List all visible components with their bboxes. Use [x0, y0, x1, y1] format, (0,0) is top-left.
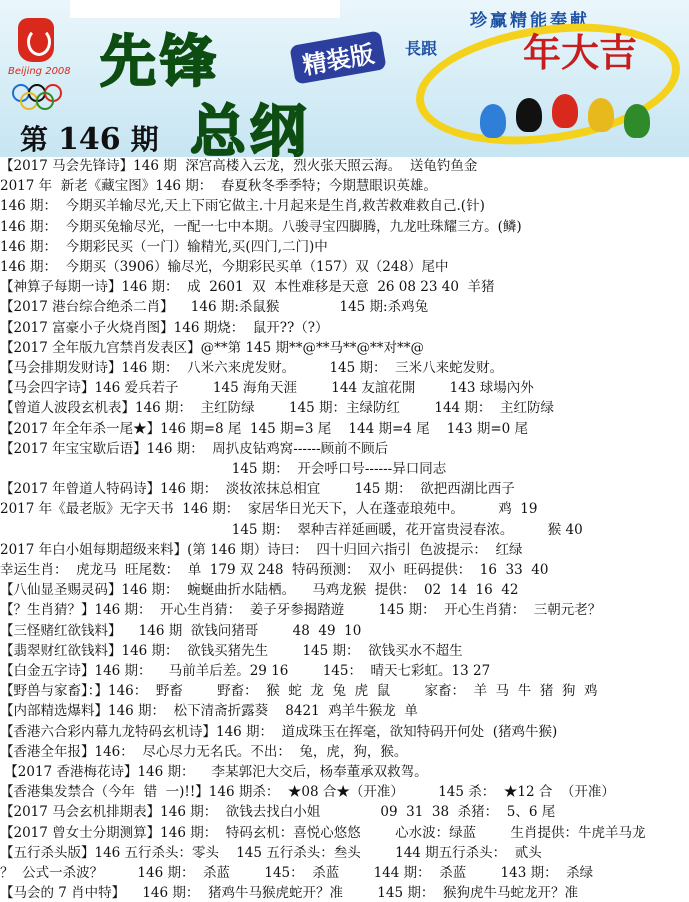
text-line: 【2017 全年版九宫禁肖发表区】@**第 145 期**@**马**@**对**@ [0, 339, 424, 356]
text-line: 【香港集发禁合（今年 错 一)!!】146 期杀： ★08 合★（开准） 145 杀： ★12 合 （开准） [0, 784, 615, 801]
text-line: 【2017 曾女士分期测算】146 期： 特码玄机：喜悦心悠悠 心水波：绿蓝 生肖提供：牛虎羊马龙 [0, 824, 646, 841]
issue-suffix: 期 [130, 123, 159, 156]
text-line: 2017 年白小姐每期超级来料】(第 146 期）诗曰： 四十归回六指引 色波提示： 红绿 [0, 541, 523, 558]
text-line: 【神算子每期一诗】146 期： 成 2601 双 本性难移是天意 26 08 23 40 羊猪 [0, 279, 495, 296]
text-line: 146 期： 今期买兔输尽光，一配一七中本期。八骏寻宝四脚腾，九龙吐珠耀三方。(鳞) [0, 218, 522, 235]
text-line: 【？生肖猜？】146 期： 开心生肖猜： 姜子牙参揭踏遊 145 期： 开心生肖猜： 三朝元老？ [0, 602, 602, 619]
text-line: 146 期： 今期买（3906）输尽光，今期彩民买单（157）双（248）尾中 [0, 259, 449, 275]
mascot-icon [588, 98, 614, 132]
text-line: 【2017 马会玄机排期表】146 期： 欲钱去找白小姐 09 31 38 杀猪： 5、6 尾 [0, 804, 556, 821]
olympic-logo [8, 14, 70, 114]
text-line: 【2017 年宝宝歇后语】146 期： 周扒皮钻鸡窝------顾前不顾后 [0, 440, 389, 457]
text-line: 【2017 富豪小子火烧肖图】146 期烧： 鼠开??（?） [0, 319, 329, 336]
issue-number: 146 [58, 122, 121, 157]
text-line: 【2017 香港梅花诗】146 期： 李某郭汜大交后，杨奉董承双救驾。 [0, 764, 428, 780]
text-line: 幸运生肖： 虎龙马 旺尾数： 单 179 双 248 特码预测： 双小 旺码提供： 16 33 40 [0, 562, 549, 578]
text-line: 【白金五字诗】146 期： 马前羊后差。29 16 145： 晴天七彩虹。13 27 [0, 663, 491, 679]
mascot-icon [624, 104, 650, 138]
text-line: 【马会的 7 肖中特】 146 期： 猪鸡牛马猴虎蛇开？准 145 期： 猴狗虎牛马蛇龙开？准 [0, 885, 578, 902]
text-line: 【八仙显圣赐灵码】146 期： 蜿蜒曲折水陆栖。 马鸡龙猴 提供： 02 14 16 42 [0, 582, 519, 599]
banner-title-top: 先锋 [100, 30, 220, 95]
swirl-title: 年大吉 [523, 31, 638, 75]
olympic-logo-text: Beijing 2008 [8, 66, 71, 77]
text-line: 【内部精选爆料】146 期： 松下清斋折露葵 8421 鸡羊牛猴龙 单 [0, 703, 418, 720]
header-banner [0, 0, 689, 157]
text-line: 【2017 马会先锋诗】146 期 深宫高楼入云龙，烈火张天照云海。 送龟钓鱼金 [0, 158, 478, 174]
text-line: 【2017 港台综合绝杀二肖】 146 期:杀鼠猴 145 期:杀鸡兔 [0, 299, 429, 316]
text-line: 【曾道人波段玄机表】146 期： 主红防绿 145 期：主绿防红 144 期： 主红防绿 [0, 400, 555, 417]
issue-prefix: 第 [20, 123, 49, 156]
mascot-icon [480, 104, 506, 138]
text-line: 2017 年 新老《藏宝图》146 期： 春夏秋冬季季特；今期慧眼识英雄。 [0, 178, 437, 195]
text-line: 【2017 年全年杀一尾★】146 期=8 尾 145 期=3 尾 144 期=4 尾 143 期=0 尾 [0, 420, 529, 437]
banner-slogan: 珍赢精能奉献 [470, 11, 590, 31]
edition-badge: 精装版 [289, 30, 386, 84]
text-line: 【马会排期发财诗】146 期： 八米六来虎发财。 145 期： 三米八来蛇发财。 [0, 360, 504, 376]
text-line: 146 期： 今期买羊输尽光,天上下雨它做主.十月起来是生肖,救苦救难救自己.(针) [0, 198, 485, 215]
olympic-seal-icon [18, 18, 54, 62]
mascot-icon [516, 98, 542, 132]
text-line: 145 期： 开会呼口号------异口同志 [0, 461, 447, 477]
text-line: 【马会四字诗】146 爱兵若子 145 海角天涯 144 友誼花開 143 球場內外 [0, 380, 534, 397]
text-line: 146 期： 今期彩民买（一门）输精光,买(四门,二门)中 [0, 238, 328, 255]
text-line: 2017 年《最老版》无字天书 146 期： 家居华日光天下，人在蓬壶琅苑中。 鸡 19 [0, 501, 538, 518]
text-line: 【五行杀头版】146 五行杀头：零头 145 五行杀头：叁头 144 期五行杀头： 贰头 [0, 844, 542, 861]
swirl-caption: 長跟 [405, 39, 438, 58]
mascot-icon [552, 94, 578, 128]
text-line: 【翡翠财红欲钱料】146 期： 欲钱买猪先生 145 期： 欲钱买水不超生 [0, 642, 463, 659]
text-line: 【香港六合彩内幕九龙特码玄机诗】146 期： 道成珠玉在挥毫，欲知特码开何处 (猪鸡牛猴) [0, 723, 558, 740]
text-line: 【三怪赌红欲钱料】 146 期 欲钱问猪哥 48 49 10 [0, 622, 362, 639]
text-line: 【野兽与家畜】：】146： 野畜 野畜： 猴 蛇 龙 兔 虎 鼠 家畜： 羊 马 牛 猪 狗 鸡 [0, 683, 598, 700]
issue-label [20, 118, 159, 157]
banner-top-strip [70, 0, 340, 18]
banner-title-bottom: 总纲 [190, 100, 310, 157]
text-line: 【香港全年报】146： 尽心尽力无名氏。不出： 兔，虎，狗，猴。 [0, 743, 408, 760]
text-line: 145 期： 翠种吉祥延画暖，花开富贵浸春浓。 猴 40 [0, 521, 583, 538]
text-line: ？ 公式一杀波？ 146 期： 杀蓝 145： 杀蓝 144 期： 杀蓝 143 期： 杀绿 [0, 865, 594, 881]
text-line: 【2017 年曾道人特码诗】146 期： 淡妆浓抹总相宜 145 期： 欲把西湖比西子 [0, 481, 515, 498]
